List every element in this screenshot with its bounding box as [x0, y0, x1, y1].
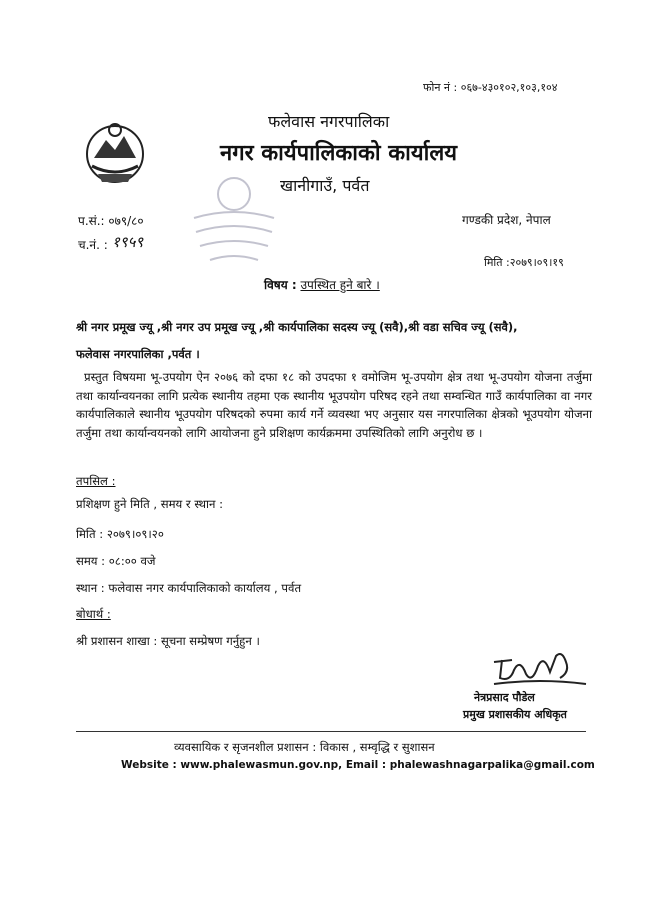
office-title: नगर कार्यपालिकाको कार्यालय: [220, 141, 457, 166]
nepal-emblem-icon: [84, 118, 146, 186]
subject-text: उपस्थित हुने बारे ।: [300, 278, 380, 292]
municipality-name: फलेवास नगरपालिका: [268, 112, 390, 131]
dispatch-number-label: च.नं. :: [78, 238, 108, 252]
province-name: गण्डकी प्रदेश, नेपाल: [462, 213, 551, 227]
bodhartha-heading: बोधार्थ :: [76, 607, 111, 621]
dispatch-number-value: १९५९: [112, 233, 144, 251]
letter-date: मिति :२०७९।०९।१९: [484, 256, 564, 269]
training-heading: प्रशिक्षण हुने मिति , समय र स्थान :: [76, 497, 224, 511]
subject-line: [264, 276, 380, 293]
signatory-title: प्रमुख प्रशासकीय अधिकृत: [463, 708, 567, 721]
training-time: समय : ०८:०० वजे: [76, 554, 156, 568]
training-date: मिति : २०७९।०९।२०: [76, 527, 164, 541]
subject-label: विषय :: [264, 278, 297, 292]
reference-number: प.सं.: ०७९/८०: [78, 214, 144, 228]
tapasil-heading: तपसिल :: [76, 474, 116, 488]
footer-divider: [76, 731, 586, 732]
footer-motto: व्यवसायिक र सृजनशील प्रशासन : विकास , सम्वृद्धि र सुशासन: [174, 740, 435, 754]
signatory-name: नेत्रप्रसाद पौडेल: [474, 691, 535, 704]
training-place: स्थान : फलेवास नगर कार्यपालिकाको कार्यालय , पर्वत: [76, 581, 302, 595]
recipients-line-1: श्री नगर प्रमूख ज्यू ,श्री नगर उप प्रमूख ज्यू ,श्री कार्यपालिका सदस्य ज्यू (सवै),श्री वडा सचिव ज्यू (सवै),: [76, 320, 518, 334]
recipients-line-2: फलेवास नगरपालिका ,पर्वत ।: [76, 347, 200, 361]
bodhartha-item: श्री प्रशासन शाखा : सूचना सम्प्रेषण गर्नुहुन ।: [76, 634, 260, 648]
footer-contact: Website : www.phalewasmun.gov.np, Email : phalewashnagarpalika@gmail.com: [121, 759, 595, 771]
phone-number: फोन नं : ०६७-४३०१०२,१०३,१०४: [423, 81, 558, 94]
signature-icon: [490, 648, 590, 692]
office-stamp-icon: [190, 172, 278, 272]
body-paragraph: प्रस्तुत विषयमा भू-उपयोग ऐन २०७६ को दफा १८ को उपदफा १ वमोजिम भू-उपयोग क्षेत्र तथा भू-उपयोग योजना तर्जुमा तथा कार्यान्वयनका लागि प्रत्येक स्थानीय तहमा एक स्थानीय भूउपयोग परिषद रहने तथा सम्वन्धित गाउँ कार्यपालिका वा नगर कार्यपालिकाले स्थानीय भूउपयोग परिषदको रुपमा कार्य गर्ने व्यवस्था भए अनुसार यस नगरपालिका क्षेत्रको भूउपयोग योजना तर्जुमा तथा कार्यान्वयनको लागि आयोजना हुने प्रशिक्षण कार्यक्रममा उपस्थितिको लागि अनुरोध छ ।: [76, 370, 592, 440]
office-address: खानीगाउँ, पर्वत: [280, 176, 370, 195]
